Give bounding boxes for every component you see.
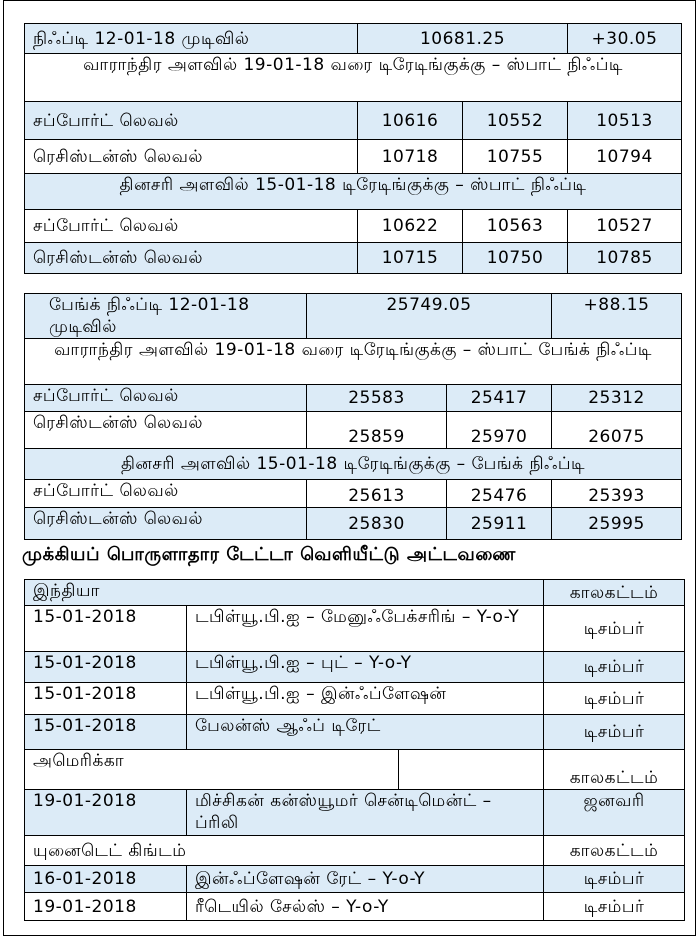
india-label: இந்தியா bbox=[25, 580, 544, 606]
bank-nifty-daily-resistance-row bbox=[25, 508, 682, 540]
level-value: 10527 bbox=[568, 210, 682, 243]
release-date: 19-01-2018 bbox=[25, 790, 187, 836]
level-value: 10715 bbox=[358, 243, 463, 274]
row-label: ரெசிஸ்டன்ஸ் லெவல் bbox=[25, 140, 358, 174]
nifty-levels-table bbox=[24, 23, 682, 274]
nifty-weekly-heading: வாராந்திர அளவில் 19-01-18 வரை டிரேடிங்குக்கு – ஸ்பாட் நிஃப்டி bbox=[25, 54, 682, 102]
table-row bbox=[25, 715, 685, 750]
level-value: 25312 bbox=[552, 385, 682, 412]
release-event: ரீடெயில் சேல்ஸ் – Y-o-Y bbox=[187, 893, 544, 921]
level-value: 10616 bbox=[358, 102, 463, 140]
release-period: டிசம்பர் bbox=[544, 606, 685, 652]
bank-nifty-summary-row bbox=[25, 294, 682, 339]
table-row bbox=[25, 866, 685, 893]
row-label: ரெசிஸ்டன்ஸ் லெவல் bbox=[25, 412, 307, 449]
row-label: சப்போர்ட் லெவல் bbox=[25, 385, 307, 412]
table-row bbox=[25, 606, 685, 652]
level-value: 25995 bbox=[552, 508, 682, 540]
release-event: இன்ஃப்ளேஷன் ரேட் – Y-o-Y bbox=[187, 866, 544, 893]
nifty-daily-heading: தினசரி அளவில் 15-01-18 டிரேடிங்குக்கு – ஸ்பாட் நிஃப்டி bbox=[25, 174, 682, 210]
table-row bbox=[25, 790, 685, 836]
level-value: 26075 bbox=[552, 412, 682, 449]
level-value: 25911 bbox=[447, 508, 552, 540]
data-release-title: முக்கியப் பொருளாதார டேட்டா வெளியீட்டு அட்டவணை bbox=[22, 544, 516, 565]
nifty-weekly-heading-row bbox=[25, 54, 682, 102]
release-date: 16-01-2018 bbox=[25, 866, 187, 893]
level-value: 10622 bbox=[358, 210, 463, 243]
table-row bbox=[25, 893, 685, 921]
nifty-daily-heading-row bbox=[25, 174, 682, 210]
period-header: காலகட்டம் bbox=[544, 750, 685, 790]
nifty-summary-row bbox=[25, 24, 682, 54]
release-event: டபிள்யூ.பி.ஐ – மேனுஃபேக்சரிங் – Y-o-Y bbox=[187, 606, 544, 652]
bank-nifty-close-value: 25749.05 bbox=[307, 294, 552, 339]
level-value: 25417 bbox=[447, 385, 552, 412]
level-value: 25859 bbox=[307, 412, 447, 449]
release-period: டிசம்பர் bbox=[544, 866, 685, 893]
nifty-daily-resistance-row bbox=[25, 243, 682, 274]
row-label: சப்போர்ட் லெவல் bbox=[25, 102, 358, 140]
release-date: 15-01-2018 bbox=[25, 606, 187, 652]
table-row bbox=[25, 652, 685, 683]
nifty-change-value: +30.05 bbox=[568, 24, 682, 54]
india-header-row bbox=[25, 580, 685, 606]
level-value: 25583 bbox=[307, 385, 447, 412]
bank-nifty-daily-heading: தினசரி அளவில் 15-01-18 டிரேடிங்குக்கு – பேங்க் நிஃப்டி bbox=[25, 449, 682, 480]
period-header: காலகட்டம் bbox=[544, 580, 685, 606]
release-date: 15-01-2018 bbox=[25, 683, 187, 715]
level-value: 25393 bbox=[552, 480, 682, 508]
release-date: 19-01-2018 bbox=[25, 893, 187, 921]
level-value: 10750 bbox=[463, 243, 568, 274]
level-value: 10513 bbox=[568, 102, 682, 140]
row-label: சப்போர்ட் லெவல் bbox=[25, 480, 307, 508]
level-value: 10552 bbox=[463, 102, 568, 140]
period-header: காலகட்டம் bbox=[544, 836, 685, 866]
row-label: ரெசிஸ்டன்ஸ் லெவல் bbox=[25, 508, 307, 540]
row-label: சப்போர்ட் லெவல் bbox=[25, 210, 358, 243]
nifty-weekly-support-row bbox=[25, 102, 682, 140]
bank-nifty-weekly-support-row bbox=[25, 385, 682, 412]
release-event: மிச்சிகன் கன்ஸ்யூமர் சென்டிமென்ட் – ப்ரிலி bbox=[187, 790, 544, 836]
usa-header-row bbox=[25, 750, 685, 790]
usa-label: அமெரிக்கா bbox=[25, 750, 399, 790]
release-period: டிசம்பர் bbox=[544, 715, 685, 750]
release-period: ஜனவரி bbox=[544, 790, 685, 836]
level-value: 10794 bbox=[568, 140, 682, 174]
level-value: 25970 bbox=[447, 412, 552, 449]
uk-header-row bbox=[25, 836, 685, 866]
release-event: டபிள்யூ.பி.ஐ – புட் – Y-o-Y bbox=[187, 652, 544, 683]
release-period: டிசம்பர் bbox=[544, 893, 685, 921]
bank-nifty-daily-support-row bbox=[25, 480, 682, 508]
nifty-close-value: 10681.25 bbox=[358, 24, 568, 54]
empty-cell bbox=[399, 750, 544, 790]
release-date: 15-01-2018 bbox=[25, 652, 187, 683]
release-period: டிசம்பர் bbox=[544, 652, 685, 683]
level-value: 10563 bbox=[463, 210, 568, 243]
bank-nifty-weekly-heading: வாராந்திர அளவில் 19-01-18 வரை டிரேடிங்குக்கு – ஸ்பாட் பேங்க் நிஃப்டி bbox=[25, 339, 682, 385]
table-row bbox=[25, 683, 685, 715]
level-value: 25476 bbox=[447, 480, 552, 508]
release-event: டபிள்யூ.பி.ஐ – இன்ஃப்ளேஷன் bbox=[187, 683, 544, 715]
level-value: 10785 bbox=[568, 243, 682, 274]
nifty-summary-label: நிஃப்டி 12-01-18 முடிவில் bbox=[25, 24, 358, 54]
release-period: டிசம்பர் bbox=[544, 683, 685, 715]
bank-nifty-change-value: +88.15 bbox=[552, 294, 682, 339]
level-value: 25613 bbox=[307, 480, 447, 508]
release-event: பேலன்ஸ் ஆஃப் டிரேட் bbox=[187, 715, 544, 750]
level-value: 10718 bbox=[358, 140, 463, 174]
uk-label: யுனைடெட் கிங்டம் bbox=[25, 836, 544, 866]
row-label: ரெசிஸ்டன்ஸ் லெவல் bbox=[25, 243, 358, 274]
release-date: 15-01-2018 bbox=[25, 715, 187, 750]
bank-nifty-weekly-resistance-row bbox=[25, 412, 682, 449]
bank-nifty-summary-label: பேங்க் நிஃப்டி 12-01-18 முடிவில் bbox=[25, 294, 307, 339]
nifty-weekly-resistance-row bbox=[25, 140, 682, 174]
nifty-daily-support-row bbox=[25, 210, 682, 243]
bank-nifty-levels-table bbox=[24, 293, 682, 540]
bank-nifty-weekly-heading-row bbox=[25, 339, 682, 385]
bank-nifty-daily-heading-row bbox=[25, 449, 682, 480]
level-value: 10755 bbox=[463, 140, 568, 174]
data-release-table bbox=[24, 579, 685, 921]
level-value: 25830 bbox=[307, 508, 447, 540]
